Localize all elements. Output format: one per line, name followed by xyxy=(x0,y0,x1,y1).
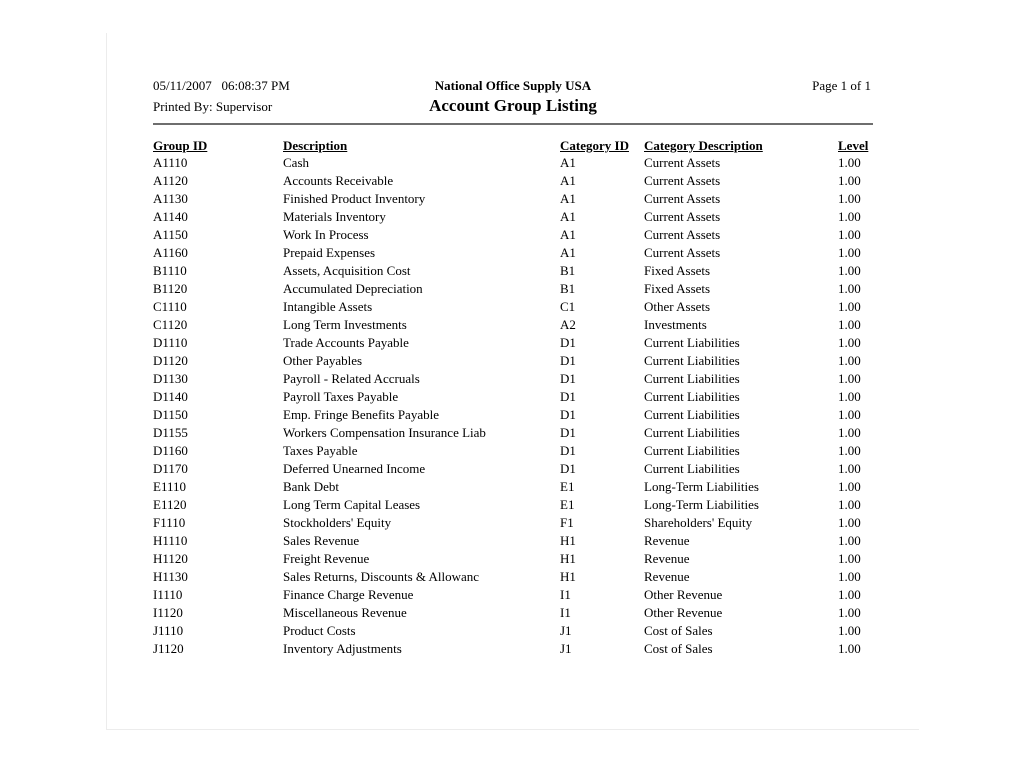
cell-group-id: A1160 xyxy=(153,245,188,260)
cell-category-id: H1 xyxy=(560,551,576,566)
cell-group-id: A1120 xyxy=(153,173,188,188)
table-row xyxy=(107,388,919,406)
report-page xyxy=(106,33,919,730)
cell-description: Bank Debt xyxy=(283,479,339,494)
cell-group-id: J1110 xyxy=(153,623,184,638)
table-row xyxy=(107,244,919,262)
cell-level: 1.00 xyxy=(838,191,861,206)
cell-category-description: Current Liabilities xyxy=(644,353,740,368)
cell-description: Freight Revenue xyxy=(283,551,370,566)
table-row xyxy=(107,424,919,442)
cell-group-id: D1155 xyxy=(153,425,188,440)
cell-group-id: D1120 xyxy=(153,353,188,368)
cell-category-id: D1 xyxy=(560,407,576,422)
table-row xyxy=(107,604,919,622)
cell-category-description: Other Assets xyxy=(644,299,711,314)
cell-category-id: A1 xyxy=(560,155,576,170)
cell-group-id: J1120 xyxy=(153,641,184,656)
cell-group-id: H1120 xyxy=(153,551,188,566)
cell-level: 1.00 xyxy=(838,245,861,260)
cell-category-id: A1 xyxy=(560,245,576,260)
column-header-group-id: Group ID xyxy=(153,138,208,153)
cell-category-description: Revenue xyxy=(644,533,690,548)
cell-level: 1.00 xyxy=(838,533,861,548)
cell-description: Payroll - Related Accruals xyxy=(283,371,420,386)
cell-level: 1.00 xyxy=(838,407,861,422)
cell-group-id: C1110 xyxy=(153,299,187,314)
table-row xyxy=(107,586,919,604)
column-header-description: Description xyxy=(283,138,348,153)
cell-level: 1.00 xyxy=(838,209,861,224)
cell-group-id: D1110 xyxy=(153,335,188,350)
cell-group-id: I1110 xyxy=(153,587,183,602)
cell-category-id: A1 xyxy=(560,227,576,242)
cell-description: Inventory Adjustments xyxy=(283,641,402,656)
cell-description: Sales Revenue xyxy=(283,533,360,548)
cell-category-description: Current Assets xyxy=(644,245,721,260)
table-row xyxy=(107,190,919,208)
cell-category-id: J1 xyxy=(560,623,572,638)
cell-category-description: Cost of Sales xyxy=(644,623,713,638)
cell-description: Miscellaneous Revenue xyxy=(283,605,407,620)
report-title: Account Group Listing xyxy=(429,96,597,115)
table-row xyxy=(107,280,919,298)
print-datetime: 05/11/2007 06:08:37 PM xyxy=(153,78,290,93)
cell-category-id: I1 xyxy=(560,605,571,620)
cell-category-description: Fixed Assets xyxy=(644,281,711,296)
cell-category-id: I1 xyxy=(560,587,571,602)
cell-group-id: I1120 xyxy=(153,605,183,620)
cell-group-id: A1110 xyxy=(153,155,188,170)
cell-level: 1.00 xyxy=(838,515,861,530)
cell-category-description: Current Assets xyxy=(644,155,721,170)
cell-level: 1.00 xyxy=(838,317,861,332)
table-row xyxy=(107,226,919,244)
cell-level: 1.00 xyxy=(838,281,861,296)
cell-category-id: B1 xyxy=(560,281,576,296)
cell-category-description: Shareholders' Equity xyxy=(644,515,753,530)
cell-description: Prepaid Expenses xyxy=(283,245,376,260)
table-row xyxy=(107,496,919,514)
cell-level: 1.00 xyxy=(838,479,861,494)
cell-category-description: Current Liabilities xyxy=(644,461,740,476)
cell-category-description: Revenue xyxy=(644,551,690,566)
table-row xyxy=(107,316,919,334)
cell-description: Emp. Fringe Benefits Payable xyxy=(283,407,439,422)
cell-group-id: D1150 xyxy=(153,407,188,422)
cell-group-id: E1110 xyxy=(153,479,186,494)
table-row xyxy=(107,550,919,568)
cell-group-id: E1120 xyxy=(153,497,187,512)
cell-description: Trade Accounts Payable xyxy=(283,335,409,350)
cell-level: 1.00 xyxy=(838,173,861,188)
header-divider xyxy=(153,123,873,125)
cell-group-id: F1110 xyxy=(153,515,186,530)
cell-category-id: A1 xyxy=(560,209,576,224)
cell-category-description: Fixed Assets xyxy=(644,263,711,278)
cell-description: Intangible Assets xyxy=(283,299,373,314)
cell-description: Finance Charge Revenue xyxy=(283,587,414,602)
cell-group-id: B1110 xyxy=(153,263,187,278)
table-header-row xyxy=(107,137,919,155)
cell-category-description: Current Liabilities xyxy=(644,407,740,422)
cell-group-id: H1110 xyxy=(153,533,188,548)
cell-category-id: H1 xyxy=(560,533,576,548)
cell-description: Long Term Investments xyxy=(283,317,407,332)
cell-group-id: B1120 xyxy=(153,281,188,296)
table-row xyxy=(107,406,919,424)
cell-description: Cash xyxy=(283,155,309,170)
table-row xyxy=(107,208,919,226)
cell-category-description: Current Assets xyxy=(644,191,721,206)
table-row xyxy=(107,622,919,640)
table-row xyxy=(107,370,919,388)
table-row xyxy=(107,262,919,280)
cell-category-id: D1 xyxy=(560,353,576,368)
cell-description: Stockholders' Equity xyxy=(283,515,392,530)
cell-description: Other Payables xyxy=(283,353,363,368)
cell-level: 1.00 xyxy=(838,569,861,584)
table-row xyxy=(107,640,919,658)
cell-level: 1.00 xyxy=(838,389,861,404)
cell-group-id: D1170 xyxy=(153,461,188,476)
cell-category-description: Current Assets xyxy=(644,227,721,242)
cell-description: Finished Product Inventory xyxy=(283,191,426,206)
cell-level: 1.00 xyxy=(838,227,861,242)
cell-group-id: C1120 xyxy=(153,317,188,332)
cell-category-description: Cost of Sales xyxy=(644,641,713,656)
cell-category-description: Current Liabilities xyxy=(644,389,740,404)
company-name: National Office Supply USA xyxy=(434,78,592,93)
cell-group-id: H1130 xyxy=(153,569,188,584)
cell-description: Accumulated Depreciation xyxy=(283,281,423,296)
cell-category-id: H1 xyxy=(560,569,576,584)
column-header-category-id: Category ID xyxy=(560,138,629,153)
cell-category-description: Current Liabilities xyxy=(644,335,740,350)
cell-level: 1.00 xyxy=(838,587,861,602)
table-row xyxy=(107,298,919,316)
cell-level: 1.00 xyxy=(838,551,861,566)
cell-level: 1.00 xyxy=(838,371,861,386)
cell-category-description: Other Revenue xyxy=(644,587,723,602)
cell-category-id: D1 xyxy=(560,461,576,476)
cell-category-id: D1 xyxy=(560,335,576,350)
table-row xyxy=(107,442,919,460)
cell-level: 1.00 xyxy=(838,623,861,638)
cell-category-description: Investments xyxy=(644,317,707,332)
cell-category-id: J1 xyxy=(560,641,572,656)
cell-category-description: Long-Term Liabilities xyxy=(644,497,759,512)
cell-category-id: A1 xyxy=(560,173,576,188)
cell-group-id: A1140 xyxy=(153,209,188,224)
cell-description: Workers Compensation Insurance Liab xyxy=(283,425,486,440)
cell-level: 1.00 xyxy=(838,425,861,440)
table-row xyxy=(107,460,919,478)
cell-category-id: D1 xyxy=(560,371,576,386)
cell-group-id: D1130 xyxy=(153,371,188,386)
cell-category-description: Other Revenue xyxy=(644,605,723,620)
cell-category-description: Long-Term Liabilities xyxy=(644,479,759,494)
column-header-category-description: Category Description xyxy=(644,138,763,153)
cell-description: Sales Returns, Discounts & Allowanc xyxy=(283,569,480,584)
cell-category-id: E1 xyxy=(560,497,575,512)
cell-group-id: D1140 xyxy=(153,389,188,404)
cell-category-id: D1 xyxy=(560,425,576,440)
cell-category-id: D1 xyxy=(560,389,576,404)
cell-level: 1.00 xyxy=(838,299,861,314)
cell-category-id: E1 xyxy=(560,479,575,494)
table-row xyxy=(107,334,919,352)
table-row xyxy=(107,568,919,586)
cell-description: Product Costs xyxy=(283,623,356,638)
cell-category-description: Revenue xyxy=(644,569,690,584)
table-row xyxy=(107,532,919,550)
cell-description: Assets, Acquisition Cost xyxy=(283,263,411,278)
table-row xyxy=(107,154,919,172)
cell-group-id: D1160 xyxy=(153,443,188,458)
table-row xyxy=(107,352,919,370)
column-header-level: Level xyxy=(838,138,869,153)
table-row xyxy=(107,172,919,190)
cell-group-id: A1130 xyxy=(153,191,188,206)
cell-description: Work In Process xyxy=(283,227,369,242)
cell-level: 1.00 xyxy=(838,155,861,170)
printed-by: Printed By: Supervisor xyxy=(153,99,273,114)
cell-description: Taxes Payable xyxy=(283,443,358,458)
cell-category-id: B1 xyxy=(560,263,576,278)
cell-group-id: A1150 xyxy=(153,227,188,242)
page-number: Page 1 of 1 xyxy=(812,78,871,93)
cell-description: Materials Inventory xyxy=(283,209,386,224)
cell-level: 1.00 xyxy=(838,353,861,368)
cell-level: 1.00 xyxy=(838,605,861,620)
table-row xyxy=(107,478,919,496)
cell-description: Accounts Receivable xyxy=(283,173,394,188)
cell-category-description: Current Assets xyxy=(644,173,721,188)
cell-category-id: D1 xyxy=(560,443,576,458)
cell-level: 1.00 xyxy=(838,497,861,512)
cell-category-id: C1 xyxy=(560,299,576,314)
cell-level: 1.00 xyxy=(838,263,861,278)
cell-level: 1.00 xyxy=(838,443,861,458)
cell-level: 1.00 xyxy=(838,461,861,476)
cell-level: 1.00 xyxy=(838,335,861,350)
cell-category-description: Current Liabilities xyxy=(644,425,740,440)
cell-category-description: Current Liabilities xyxy=(644,443,740,458)
cell-category-description: Current Assets xyxy=(644,209,721,224)
cell-category-description: Current Liabilities xyxy=(644,371,740,386)
cell-category-id: A1 xyxy=(560,191,576,206)
cell-category-id: A2 xyxy=(560,317,576,332)
cell-description: Payroll Taxes Payable xyxy=(283,389,399,404)
cell-level: 1.00 xyxy=(838,641,861,656)
cell-category-id: F1 xyxy=(560,515,574,530)
cell-description: Deferred Unearned Income xyxy=(283,461,426,476)
table-row xyxy=(107,514,919,532)
cell-description: Long Term Capital Leases xyxy=(283,497,421,512)
